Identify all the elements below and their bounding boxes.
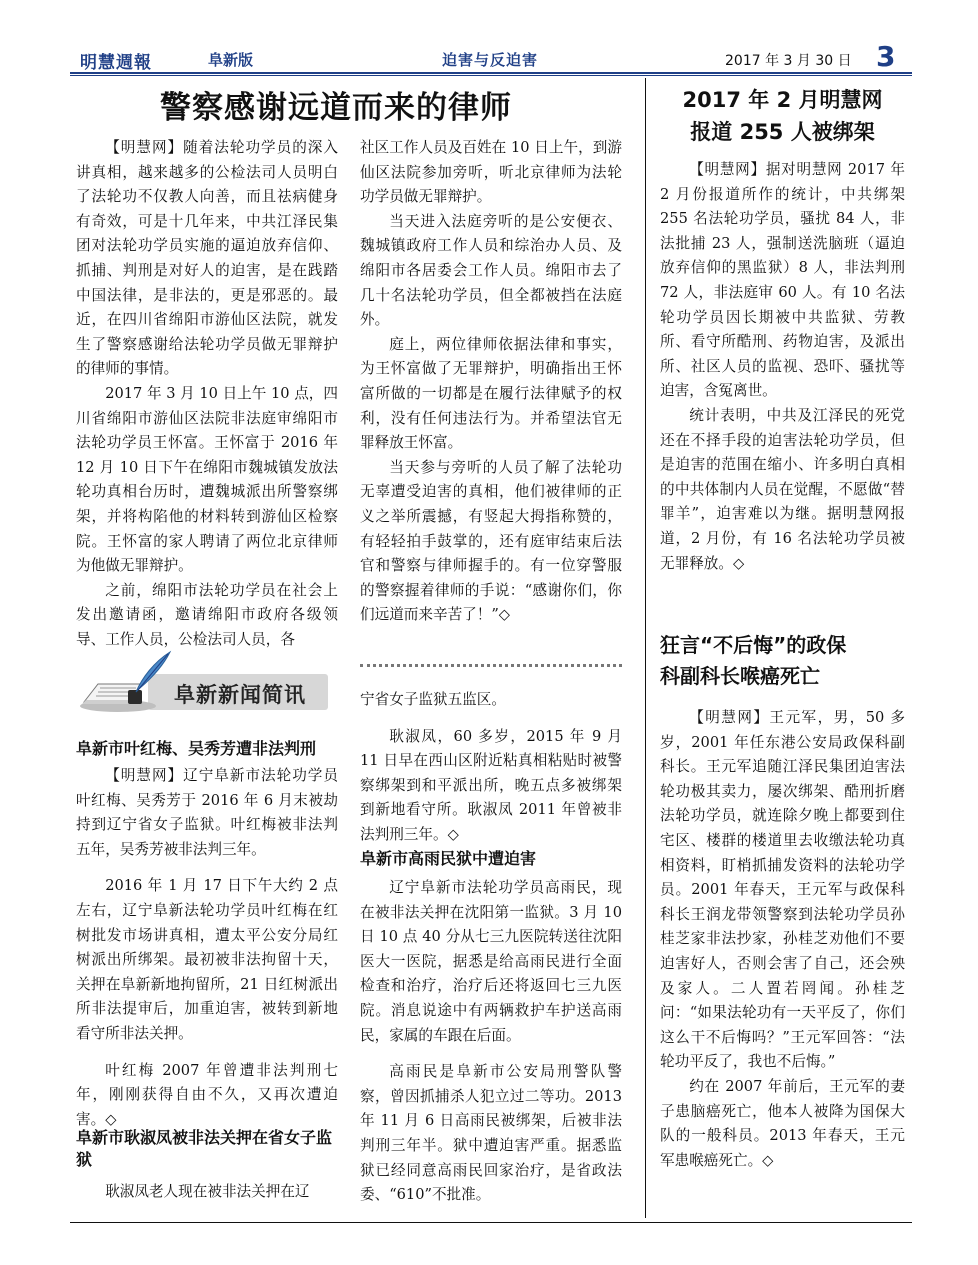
story3-body — [360, 876, 622, 1208]
paragraph: 宁省女子监狱五监区。 — [360, 691, 506, 708]
quill-and-paper-icon — [78, 650, 178, 714]
title-line: 报道 255 人被绑架 — [690, 120, 875, 144]
right-article2-title — [660, 630, 905, 692]
issue-date: 2017 年 3 月 30 日 — [725, 53, 852, 69]
page-header — [70, 40, 912, 73]
paragraph: 耿淑凤老人现在被非法关押在辽 — [105, 1183, 310, 1200]
paragraph: 高雨民是阜新市公安局刑警队警察，曾因抓捕杀人犯立过二等功。2013 年 11 月 6 日高雨民被绑架，后被非法判刑三年半。狱中遭迫害严重。据悉监狱已经同意高雨民回家治疗，是省政法委、“610”不批准。 — [360, 1063, 622, 1204]
paragraph: 庭上，两位律师依据法律和事实，为王怀富做了无罪辩护，明确指出王怀富所做的一切都是在履行法律赋予的权利，没有任何违法行为。并希望法官无罪释放王怀富。 — [360, 335, 622, 452]
story2-body-col1 — [76, 1180, 338, 1205]
column-divider — [645, 78, 646, 1218]
paragraph: 约在 2007 年前后，王元军的妻子患脑癌死亡，他本人被降为国保大队的一般科员。2013 年春天，王元军患喉癌死亡。◇ — [660, 1077, 905, 1169]
news-brief-title: 阜新新闻简讯 — [174, 683, 306, 707]
paragraph: 叶红梅 2007 年曾遭非法判刑七年，刚刚获得自由不久，又再次遭迫害。◇ — [76, 1061, 338, 1128]
paragraph: 2016 年 1 月 17 日下午大约 2 点左右，辽宁阜新法轮功学员叶红梅在红树批发市场讲真相，遭太平公安分局红树派出所绑架。最初被非法拘留十天，关押在阜新新地拘留所，21 日红树派出所非法提审后，加重迫害，被转到新地看守所非法关押。 — [76, 877, 338, 1042]
right-article2-body — [660, 706, 905, 1173]
story2-title: 阜新市耿淑凤被非法关押在省女子监狱 — [76, 1128, 333, 1169]
paragraph: 【明慧网】王元军，男，50 多岁，2001 年任东港公安局政保科副科长。王元军追随江泽民集团迫害法轮功极其卖力，屡次绑架、酷刑折磨法轮功学员，就连除夕晚上都要到住宅区、楼群的楼道里去收缴法轮功真相资料，盯梢抓捕发资料的法轮功学员。2001 年春天，王元军与政保科科长王润龙带领警察到法轮功学员孙桂芝家非法抄家，孙桂芝劝他们不要迫害好人，否则会害了自己，还会殃及家人。二人置若罔闻。孙桂芝问：“如果法轮功有一天平反了，你们这么干不后悔吗？”王元军回答：“法轮功平反了，我也不后悔。” — [660, 709, 905, 1071]
paragraph: 【明慧网】据对明慧网 2017 年 2 月份报道所作的统计，中共绑架 255 名法轮功学员，骚扰 84 人，非法批捕 23 人，强制送洗脑班（逼迫放弃信仰的黑监狱）8 人，非法判刑 72 人，非法庭审 60 人。有 10 名法轮功学员因长期被中共监狱、劳教所、看守所酷刑、药物迫害，及派出所、社区人员的监视、恐吓、骚扰等迫害，含冤离世。 — [660, 161, 905, 400]
title-line: 狂言“不后悔”的政保 — [660, 633, 847, 657]
paragraph: 耿淑凤，60 多岁，2015 年 9 月 11 日早在西山区附近粘真相粘贴时被警察绑架到和平派出所，晚五点多被绑架到新地看守所。耿淑凤 2011 年曾被非法判刑三年。◇ — [360, 727, 622, 843]
story1-title: 阜新市叶红梅、吴秀芳遭非法判刑 — [76, 739, 317, 758]
story1-body — [76, 764, 338, 1132]
footer-rule — [70, 1222, 912, 1223]
story3-title: 阜新市高雨民狱中遭迫害 — [360, 849, 537, 868]
paragraph: 当天进入法庭旁听的是公安便衣、魏城镇政府工作人员和综治办人员、及绵阳市各居委会工作人员。绵阳市去了几十名法轮功学员，但全都被挡在法庭外。 — [360, 212, 622, 329]
edition-label: 阜新版 — [208, 51, 254, 69]
right-article1-title — [660, 84, 905, 148]
story2-body-col2 — [360, 688, 622, 848]
main-article-column-2 — [360, 136, 622, 628]
paragraph: 【明慧网】随着法轮功学员的深入讲真相，越来越多的公检法司人员明白了法轮功不仅教人向善，而且祛病健身有奇效，可是十几年来，中共江泽民集团对法轮功学员实施的逼迫放弃信仰、抓捕、判刑是对好人的迫害，是在践踏中国法律，是非法的，更是邪恶的。最近，在四川省绵阳市游仙区法院，就发生了警察感谢给法轮功学员做无罪辩护的律师的事情。 — [76, 139, 338, 378]
header-rule-thin — [70, 75, 912, 76]
main-article-column-1 — [76, 136, 338, 652]
title-line: 科副科长喉癌死亡 — [660, 664, 820, 688]
paragraph: 当天参与旁听的人员了解了法轮功无辜遭受迫害的真相，他们被律师的正义之举所震撼，有竖起大拇指称赞的，有轻轻拍手鼓掌的，还有庭审结束后法官和警察与律师握手的。有一位穿警服的警察握着律师的手说：“感谢你们，你们远道而来辛苦了！”◇ — [360, 458, 622, 624]
paragraph: 2017 年 3 月 10 日上午 10 点，四川省绵阳市游仙区法院非法庭审绵阳市法轮功学员王怀富。王怀富于 2016 年 12 月 10 日下午在绵阳市魏城镇发放法轮功真相台历时，遭魏城派出所警察绑架，并将构陷他的材料转到游仙区检察院。王怀富的家人聘请了两位北京律师为他做无罪辩护。 — [76, 384, 338, 575]
right-article1-body — [660, 158, 905, 576]
header-rule — [70, 72, 912, 74]
title-line: 2017 年 2 月明慧网 — [682, 88, 883, 112]
section-separator — [360, 664, 622, 667]
main-article-title: 警察感谢远道而来的律师 — [160, 90, 512, 126]
paragraph: 【明慧网】辽宁阜新市法轮功学员叶红梅、吴秀芳于 2016 年 6 月末被劫持到辽宁省女子监狱。叶红梅被非法判五年，吴秀芳被非法判三年。 — [76, 767, 338, 858]
paragraph: 统计表明，中共及江泽民的死党还在不择手段的迫害法轮功学员，但是迫害的范围在缩小、许多明白真相的中共体制内人员在觉醒，不愿做“替罪羊”，迫害难以为继。据明慧网报道，2 月份，有 16 名法轮功学员被无罪释放。◇ — [660, 406, 905, 572]
newspaper-brand: 明慧週報 — [80, 53, 152, 73]
paragraph: 之前，绵阳市法轮功学员在社会上发出邀请函，邀请绵阳市政府各级领导、工作人员，公检法司人员，各 — [76, 581, 338, 648]
paragraph: 社区工作人员及百姓在 10 日上午，到游仙区法院参加旁听，听北京律师为法轮功学员做无罪辩护。 — [360, 139, 622, 206]
section-title: 迫害与反迫害 — [442, 51, 539, 69]
paragraph: 辽宁阜新市法轮功学员高雨民，现在被非法关押在沈阳第一监狱。3 月 10 日 10 点 40 分从七三九医院转送往沈阳医大一医院，据悉是给高雨民进行全面检查和治疗，治疗后还将返回七三九医院。消息说途中有两辆救护车护送高雨民，家属的车跟在后面。 — [360, 879, 622, 1044]
news-brief-banner — [78, 650, 358, 714]
page-number: 3 — [876, 40, 896, 73]
